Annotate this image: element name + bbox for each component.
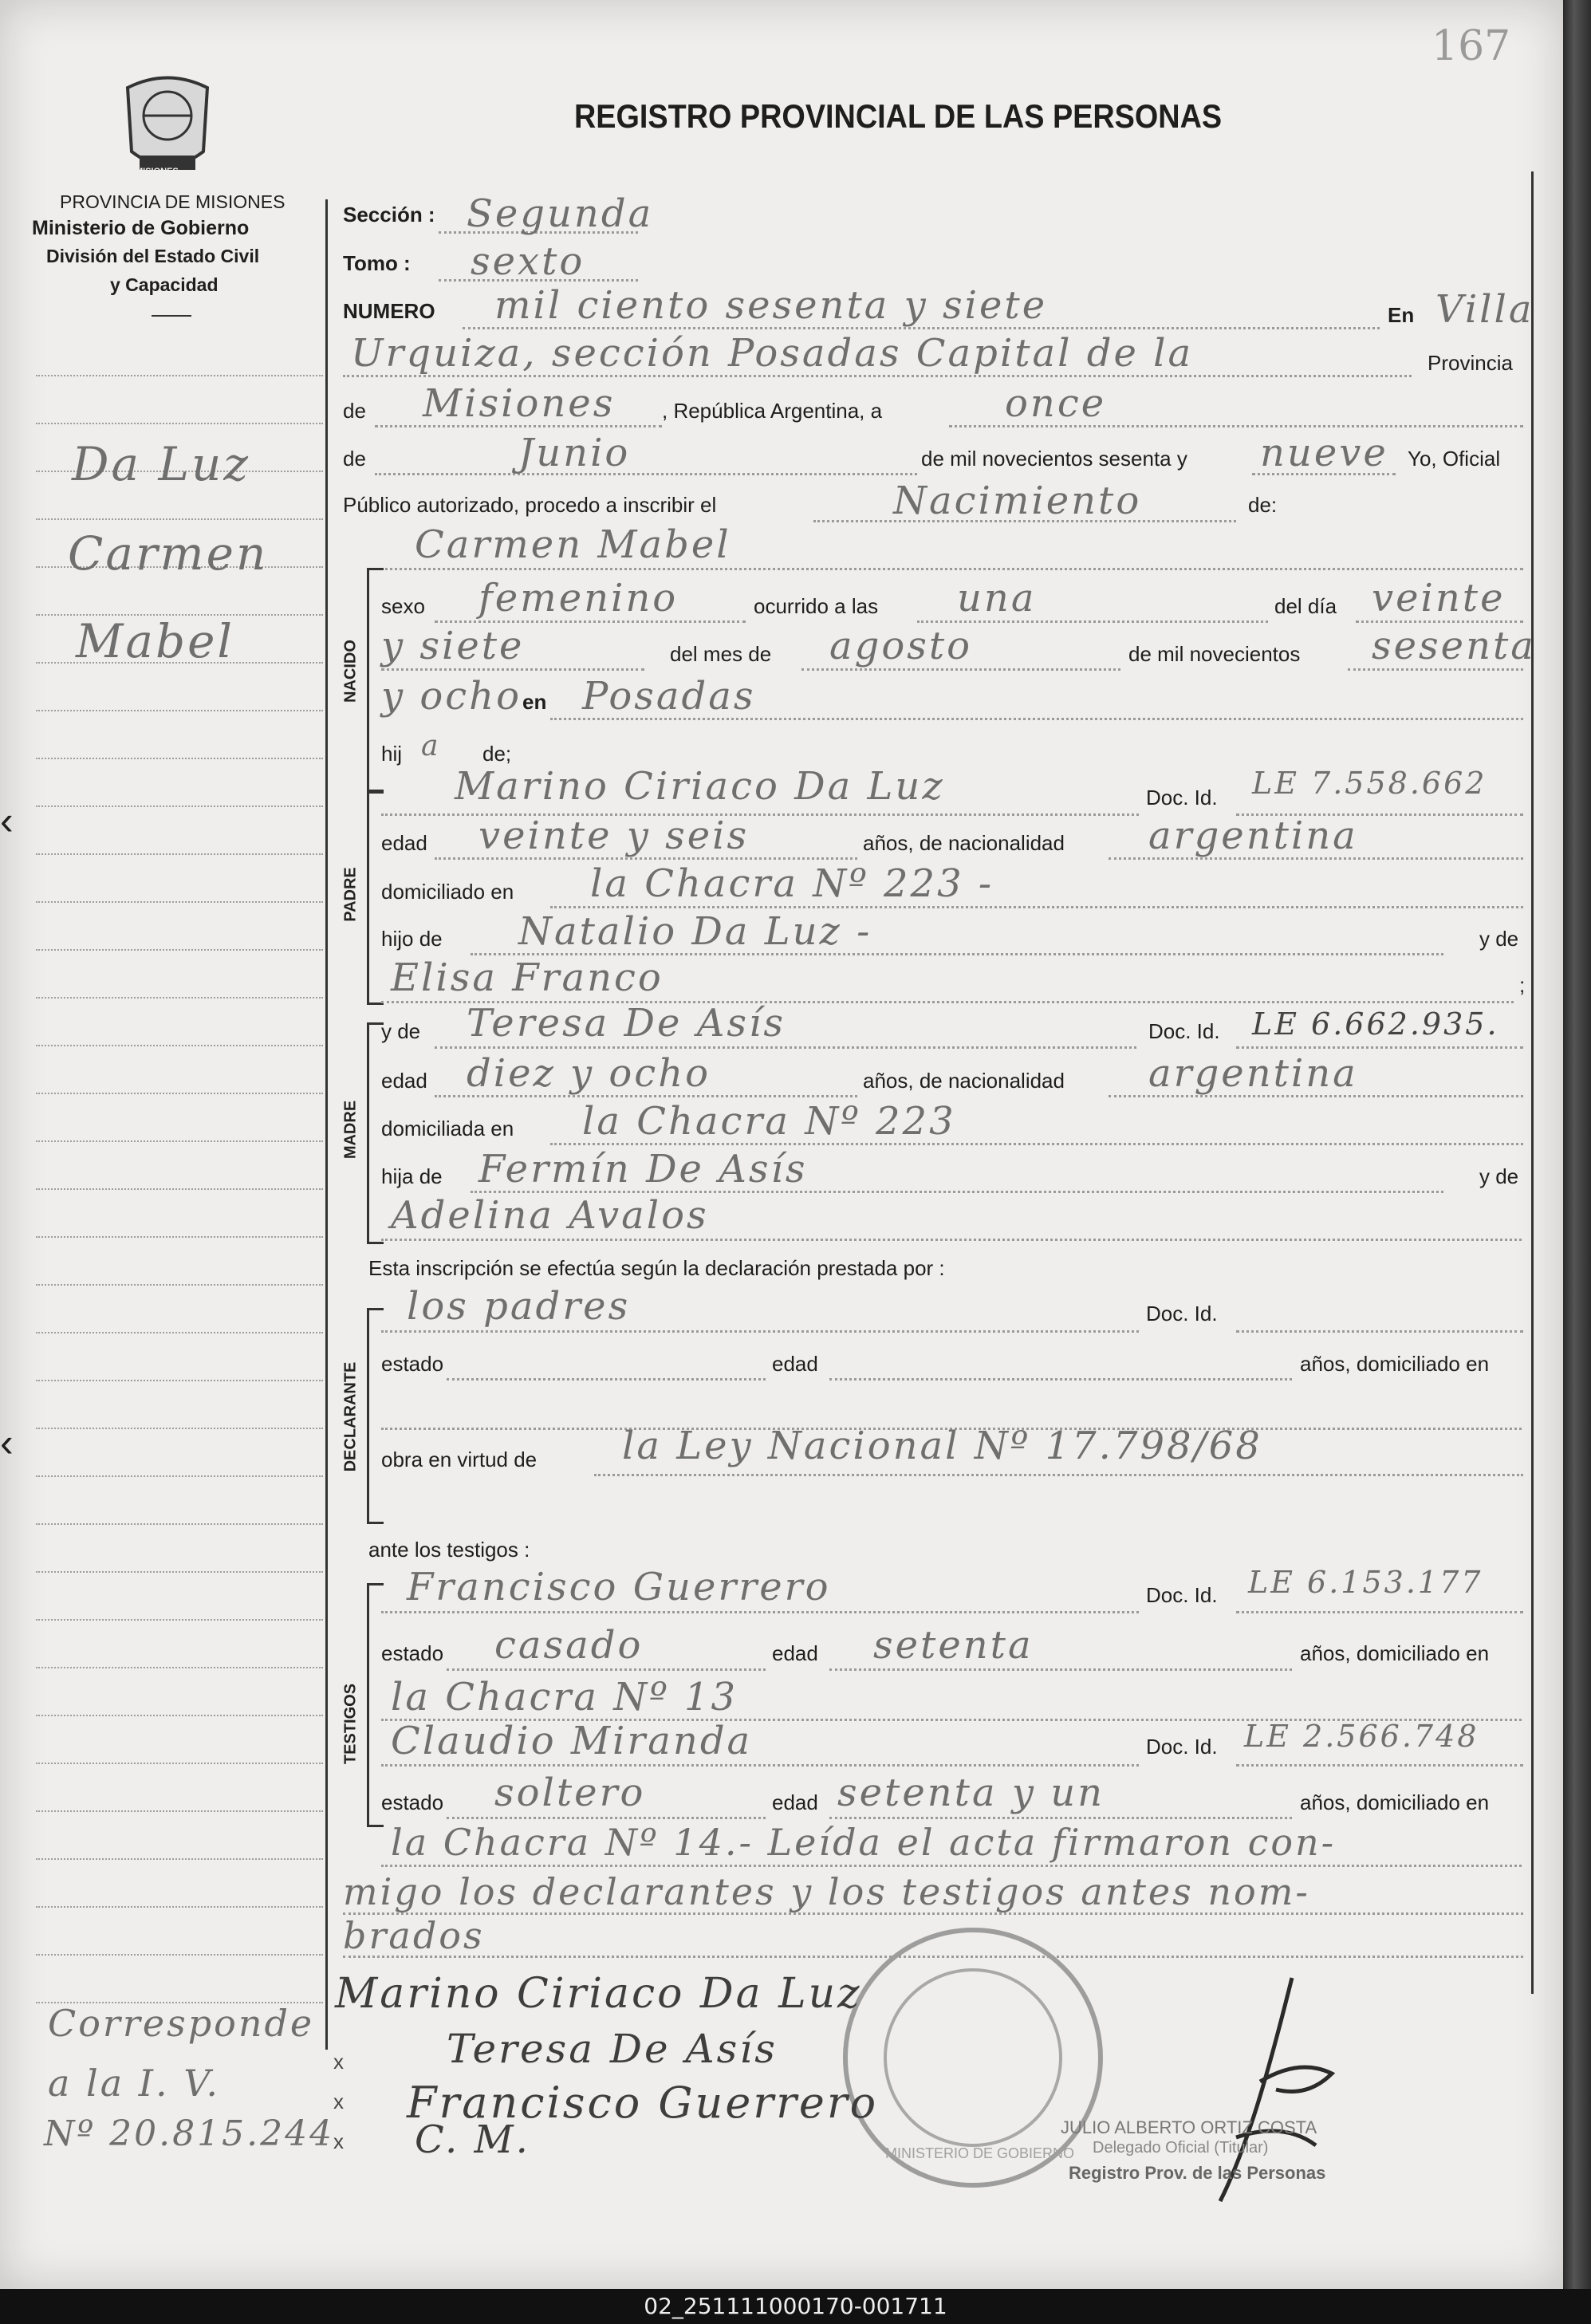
margin-rule <box>36 518 323 520</box>
value-edad-madre: diez y ocho <box>467 1051 711 1096</box>
value-dom-padre: la Chacra Nº 223 - <box>590 861 994 906</box>
value-t1-nombre: Francisco Guerrero <box>407 1565 831 1609</box>
value-madre-nombre: Teresa De Asís <box>467 1001 786 1046</box>
margin-rule <box>36 1140 323 1142</box>
signature-marks: x x x <box>333 2050 344 2153</box>
label-estado-decl: estado <box>381 1352 444 1376</box>
value-mes: agosto <box>829 624 973 668</box>
line-obra <box>594 1474 1523 1476</box>
value-doc-padre: LE 7.558.662 <box>1252 766 1487 801</box>
label-de: de <box>343 399 366 423</box>
label-seccion: Sección : <box>343 203 435 226</box>
line-dom-t2 <box>381 1865 1522 1867</box>
line-declarante <box>381 1330 1139 1333</box>
label-hija-de: hija de <box>381 1164 443 1188</box>
line-nombre <box>375 568 1523 570</box>
label-nac-madre: años, de nacionalidad <box>863 1069 1065 1093</box>
divider <box>152 315 191 317</box>
official-name: JULIO ALBERTO ORTIZ COSTA <box>1061 2117 1317 2137</box>
value-estado-t1: casado <box>494 1623 644 1668</box>
margin-rule <box>36 1858 323 1860</box>
value-obra: la Ley Nacional Nº 17.798/68 <box>622 1424 1262 1468</box>
label-inscripcion: Esta inscripción se efectúa según la declaración prestada por : <box>368 1256 945 1280</box>
margin-tick-1: ‹ <box>0 798 14 843</box>
value-padre-nombre: Marino Ciriaco Da Luz <box>455 764 945 809</box>
right-border <box>1531 171 1534 1994</box>
label-nac-padre: años, de nacionalidad <box>863 831 1065 855</box>
value-cierre2: brados <box>343 1914 485 1957</box>
label-hijo-de: hijo de <box>381 927 443 951</box>
value-estado-t2: soltero <box>494 1771 646 1815</box>
margin-rule <box>36 1523 323 1525</box>
margin-note-1: Corresponde <box>48 2002 315 2045</box>
line-edad-t1 <box>829 1668 1292 1671</box>
margin-rule <box>36 1571 323 1573</box>
label-doc-declarante: Doc. Id. <box>1146 1302 1218 1325</box>
value-anio-inscr: nueve <box>1260 431 1388 475</box>
office-line-2: Ministerio de Gobierno <box>32 217 250 239</box>
label-doc-t1: Doc. Id. <box>1146 1583 1218 1607</box>
line-anio <box>1348 668 1523 671</box>
value-mes-inscr: Junio <box>518 431 631 475</box>
page-title: REGISTRO PROVINCIAL DE LAS PERSONAS <box>574 97 1223 135</box>
margin-rule <box>36 1332 323 1333</box>
label-testigos: TESTIGOS <box>341 1683 360 1765</box>
margin-rule <box>36 806 323 807</box>
margin-rule <box>36 901 323 903</box>
label-padre: PADRE <box>341 867 360 922</box>
value-hij-suffix: a <box>421 730 441 762</box>
label-doc-t2: Doc. Id. <box>1146 1735 1218 1759</box>
margin-rule <box>36 1284 323 1286</box>
margin-note-3: Nº 20.815.244 <box>44 2113 335 2154</box>
value-nac-madre: argentina <box>1148 1051 1358 1096</box>
office-line-1: PROVINCIA DE MISIONES <box>60 191 286 212</box>
margin-rule <box>36 1763 323 1764</box>
margin-rule <box>36 1954 323 1956</box>
line-doc-declarante <box>1236 1330 1523 1333</box>
label-y-de-padre: y de <box>1479 927 1519 951</box>
margin-rule <box>36 1188 323 1190</box>
page-number: 167 <box>1432 22 1511 70</box>
margin-tick-2: ‹ <box>0 1420 14 1465</box>
page-edge <box>1563 0 1591 2289</box>
value-tomo: sexto <box>471 239 585 284</box>
value-nac-padre: argentina <box>1148 813 1358 858</box>
margin-rule <box>36 1045 323 1046</box>
label-edad-t2: edad <box>772 1790 818 1814</box>
label-de-mes: de <box>343 447 366 471</box>
line-madre-nombre <box>435 1046 1136 1049</box>
label-edad-padre: edad <box>381 831 427 855</box>
label-doc-madre: Doc. Id. <box>1148 1019 1220 1043</box>
label-edad-t1: edad <box>772 1641 818 1665</box>
value-sexo: femenino <box>478 576 679 620</box>
value-dom-t2: la Chacra Nº 14.- Leída el acta firmaron con- <box>391 1821 1337 1864</box>
label-y-de-madre2: y de <box>1479 1164 1519 1188</box>
provincial-seal-icon <box>120 72 215 179</box>
value-padre-padre: Natalio Da Luz - <box>518 909 872 954</box>
label-en-lugar: en <box>522 690 547 714</box>
label-anos-dom-decl: años, domiciliado en <box>1300 1352 1490 1376</box>
margin-rule <box>36 1428 323 1429</box>
value-dom-t1: la Chacra Nº 13 <box>391 1675 738 1719</box>
margin-rule <box>36 375 323 376</box>
label-mil-nov: de mil novecientos <box>1128 642 1301 666</box>
label-nacido: NACIDO <box>341 640 360 703</box>
margin-rule <box>36 1810 323 1812</box>
label-en: En <box>1388 303 1415 327</box>
margin-rule <box>36 710 323 711</box>
line-estado-t1 <box>447 1668 766 1671</box>
margin-rule <box>36 1093 323 1094</box>
margin-rule <box>36 423 323 424</box>
label-semicolon: ; <box>1519 973 1526 997</box>
label-dom-madre: domiciliada en <box>381 1117 514 1140</box>
office-line-4: y Capacidad <box>110 274 219 295</box>
label-de-colon: de: <box>1248 493 1278 517</box>
margin-rule <box>36 949 323 951</box>
label-tomo: Tomo : <box>343 251 411 275</box>
line-dia <box>1356 620 1523 623</box>
value-provincia: Misiones <box>423 381 616 426</box>
label-numero: NUMERO <box>343 299 435 323</box>
value-madre-padre: Fermín De Asís <box>478 1147 808 1192</box>
value-hora: una <box>957 576 1037 620</box>
label-declarante: DECLARANTE <box>341 1361 360 1472</box>
value-dia2: y siete <box>381 624 525 668</box>
value-doc-t2: LE 2.566.748 <box>1244 1719 1479 1754</box>
line-doc-t1 <box>1236 1611 1523 1613</box>
line-estado-t2 <box>447 1817 766 1819</box>
line-mes <box>801 668 1120 671</box>
value-cierre1: migo los declarantes y los testigos antes nom- <box>343 1870 1310 1913</box>
label-obra: obra en virtud de <box>381 1448 538 1471</box>
office-line-3: División del Estado Civil <box>46 246 260 266</box>
signature-1: Marino Ciriaco Da Luz <box>335 1970 862 2018</box>
signature-2: Teresa De Asís <box>447 2026 778 2072</box>
value-declarante: los padres <box>407 1284 631 1329</box>
margin-rule <box>36 1236 323 1238</box>
label-edad-madre: edad <box>381 1069 427 1093</box>
value-anio2: y ocho <box>381 674 522 719</box>
line-dia2 <box>381 668 644 671</box>
line-hora <box>917 620 1268 623</box>
line-dom-padre <box>550 906 1523 908</box>
margin-rule <box>36 853 323 855</box>
value-t2-nombre: Claudio Miranda <box>391 1719 753 1763</box>
value-padre-madre: Elisa Franco <box>391 955 664 1000</box>
value-doc-t1: LE 6.153.177 <box>1248 1565 1483 1600</box>
line-edad-t2 <box>829 1817 1292 1819</box>
value-edad-t2: setenta y un <box>837 1771 1105 1815</box>
value-nombre: Carmen Mabel <box>415 522 731 567</box>
official-role: Delegado Oficial (Titular) <box>1093 2139 1269 2157</box>
bracket-declarante <box>367 1308 384 1524</box>
label-hij: hij <box>381 742 403 766</box>
label-anos-dom-t2: años, domiciliado en <box>1300 1790 1490 1814</box>
label-de-hij: de; <box>482 742 512 766</box>
label-yo-oficial: Yo, Oficial <box>1408 447 1501 471</box>
margin-name-3: Mabel <box>76 614 234 668</box>
signature-4: C. M. <box>415 2117 530 2162</box>
value-lugar: Urquiza, sección Posadas Capital de la <box>351 331 1194 376</box>
label-estado-t1: estado <box>381 1641 444 1665</box>
label-del-mes: del mes de <box>670 642 772 666</box>
seal-text: MISIONES <box>136 167 179 176</box>
margin-rule <box>36 1619 323 1621</box>
label-ocurrido: ocurrido a las <box>754 594 879 618</box>
label-dom-padre: domiciliado en <box>381 880 514 904</box>
left-column-border <box>325 199 328 2050</box>
label-milnov: de mil novecientos sesenta y <box>921 447 1187 471</box>
value-edad-t1: setenta <box>873 1623 1034 1668</box>
margin-rule <box>36 1475 323 1477</box>
margin-rule <box>36 1380 323 1381</box>
label-anos-dom-t1: años, domiciliado en <box>1300 1641 1490 1665</box>
label-doc-padre: Doc. Id. <box>1146 786 1218 809</box>
official-office: Registro Prov. de las Personas <box>1069 2163 1326 2183</box>
label-del-dia: del día <box>1274 594 1337 618</box>
margin-name-2: Carmen <box>68 526 269 581</box>
label-publico: Público autorizado, procedo a inscribir el <box>343 493 717 517</box>
value-dom-madre: la Chacra Nº 223 <box>582 1099 956 1144</box>
value-acto: Nacimiento <box>893 479 1142 523</box>
margin-name-1: Da Luz <box>72 437 250 491</box>
value-dia: veinte <box>1372 576 1506 620</box>
value-anio: sesenta <box>1372 624 1536 668</box>
value-en: Villa <box>1435 287 1534 332</box>
margin-rule <box>36 1667 323 1668</box>
line-edad-decl <box>829 1378 1292 1381</box>
margin-rule <box>36 997 323 999</box>
value-dia-inscr: once <box>1005 381 1107 426</box>
value-lugar-nac: Posadas <box>582 674 756 719</box>
label-edad-decl: edad <box>772 1352 818 1376</box>
value-doc-madre: LE 6.662.935. <box>1252 1006 1499 1042</box>
line-mes-inscr <box>375 473 917 475</box>
margin-rule <box>36 1715 323 1716</box>
signature-3: Francisco Guerrero <box>407 2078 879 2128</box>
line-estado-decl <box>447 1378 766 1381</box>
label-estado-t2: estado <box>381 1790 444 1814</box>
label-madre: MADRE <box>341 1100 360 1160</box>
value-madre-madre: Adelina Avalos <box>391 1193 709 1238</box>
line-doc-madre <box>1236 1046 1523 1049</box>
label-republica: , República Argentina, a <box>662 399 883 423</box>
stamp-text: MINISTERIO DE GOBIERNO <box>885 2145 1075 2161</box>
label-sexo: sexo <box>381 594 425 618</box>
line-t2-nombre <box>381 1764 1139 1767</box>
label-ante: ante los testigos : <box>368 1538 530 1562</box>
value-edad-padre: veinte y seis <box>478 813 750 858</box>
margin-rule <box>36 758 323 759</box>
label-y-de-madre: y de <box>381 1019 421 1043</box>
line-doc-t2 <box>1236 1764 1523 1767</box>
value-numero: mil ciento sesenta y siete <box>494 283 1048 328</box>
line-sexo <box>435 620 746 623</box>
margin-note-2: a la I. V. <box>48 2062 221 2105</box>
value-seccion: Segunda <box>467 191 654 236</box>
image-id-bar: 02_251111000170-001711 <box>0 2289 1591 2324</box>
margin-rule <box>36 1906 323 1908</box>
label-provincia: Provincia <box>1428 351 1513 375</box>
line-t1-nombre <box>381 1611 1139 1613</box>
line-madre-madre <box>381 1239 1522 1241</box>
